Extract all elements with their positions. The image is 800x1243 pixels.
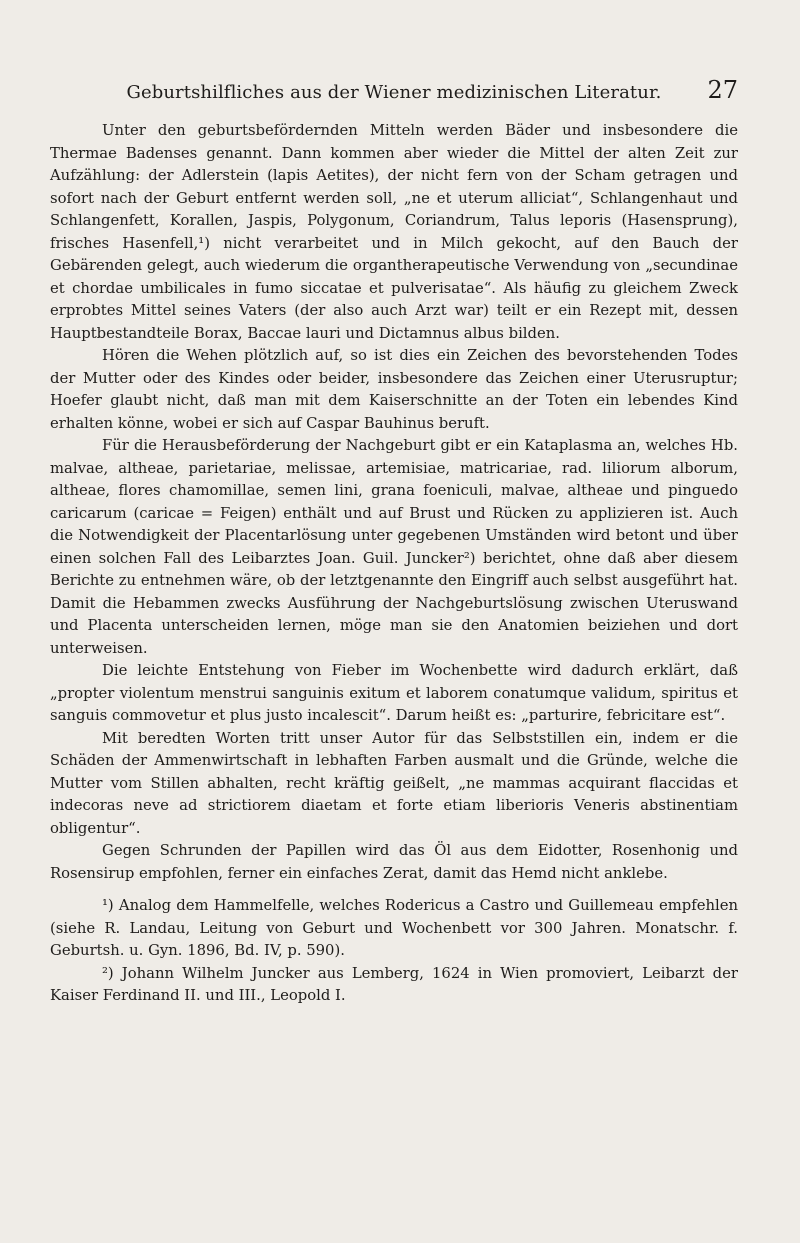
paragraph-nipple-fissures: Gegen Schrunden der Papillen wird das Öl aus dem Eidotter, Rosenhonig und Rosensirup empfohlen, ferner ein einfaches Zerat, damit das Hemd nicht anklebe. — [50, 842, 738, 882]
paragraph-labor-cessation: Hören die Wehen plötzlich auf, so ist dies ein Zeichen des bevorstehenden Todes der Mutter oder des Kindes oder beider, insbesondere das Zeichen einer Uterusruptur; Hoefer glaubt nicht, daß man mit dem Kaiserschnitte an der Toten ein lebendes Kind erhalten könne, wobei er sich auf Caspar Bauhinus beruft. — [50, 347, 738, 432]
footnote-2: ²) Johann Wilhelm Juncker aus Lemberg, 1624 in Wien promoviert, Leibarzt der Kaiser Ferdinand II. und III., Leopold I. — [50, 964, 738, 1004]
paragraph-puerperal-fever: Die leichte Entstehung von Fieber im Wochenbette wird dadurch erklärt, daß „propter violentum menstrui sanguinis exitum et laborem conatumque validum, spiritus et sanguis commovetur et plus justo incalescit“. Darum heißt es: „parturire, febricitare est“. — [50, 662, 738, 724]
paragraph-birth-remedies: Unter den geburtsbefördernden Mitteln werden Bäder und insbesondere die Thermae Badenses genannt. Dann kommen aber wieder die Mittel der alten Zeit zur Aufzählung: der Adlerstein (lapis Aetites), der nicht fern von der Scham getragen und sofort nach der Geburt entfernt werden soll, „ne et uterum alliciat“, Schlangenhaut und Schlangenfett, Korallen, Jaspis, Polygonum, Coriandrum, Talus leporis (Hasensprung), frisches Hasenfell,¹) nicht verarbeitet und in Milch gekocht, auf den Bauch der Gebärenden gelegt, auch wiederum die organtherapeutische Verwendung von „secundinae et chordae umbilicales in fumo siccatae et pulverisatae“. Als häufig zu gleichem Zweck erprobtes Mittel seines Vaters (der also auch Arzt war) teilt er ein Rezept mit, dessen Hauptbestandteile Borax, Baccae lauri und Dictamnus albus bilden. — [50, 122, 738, 342]
running-title: Geburtshilfliches aus der Wiener medizinischen Literatur. — [126, 82, 662, 103]
footnotes — [50, 895, 738, 1008]
page-header — [50, 76, 738, 110]
paragraph-breastfeeding: Mit beredten Worten tritt unser Autor für das Selbststillen ein, indem er die Schäden der Ammenwirtschaft in lebhaften Farben ausmalt und die Gründe, welche die Mutter vom Stillen abhalten, recht kräftig geißelt, „ne mammas acquirant flaccidas et indecoras neve ad strictiorem diaetam et forte etiam liberioris Veneris abstinentiam obligentur“. — [50, 729, 738, 837]
page-number: 27 — [707, 76, 738, 104]
body-text — [50, 120, 738, 1008]
footnote-1: ¹) Analog dem Hammelfelle, welches Rodericus a Castro und Guillemeau empfehlen (siehe R. Landau, Leitung von Geburt und Wochenbett vor 300 Jahren. Monatschr. f. Geburtsh. u. Gyn. 1896, Bd. IV, p. 590). — [50, 897, 738, 959]
paragraph-afterbirth: Für die Herausbeförderung der Nachgeburt gibt er ein Kataplasma an, welches Hb. malvae, altheae, parietariae, melissae, artemisiae, matricariae, rad. liliorum alborum, altheae, flores chamomillae, semen lini, grana foeniculi, malvae, altheae und pinguedo caricarum (caricae = Feigen) enthält und auf Brust und Rücken zu applizieren ist. Auch die Notwendigkeit der Placentarlösung unter gegebenen Umständen wird betont und über einen solchen Fall des Leibarztes Joan. Guil. Juncker²) berichtet, ohne daß aber diesem Berichte zu entnehmen wäre, ob der letztgenannte den Eingriff auch selbst ausgeführt hat. Damit die Hebammen zwecks Ausführung der Nachgeburtslösung zwischen Uteruswand und Placenta unterscheiden lernen, möge man sie den Anatomien beiziehen und dort unterweisen. — [50, 437, 738, 657]
